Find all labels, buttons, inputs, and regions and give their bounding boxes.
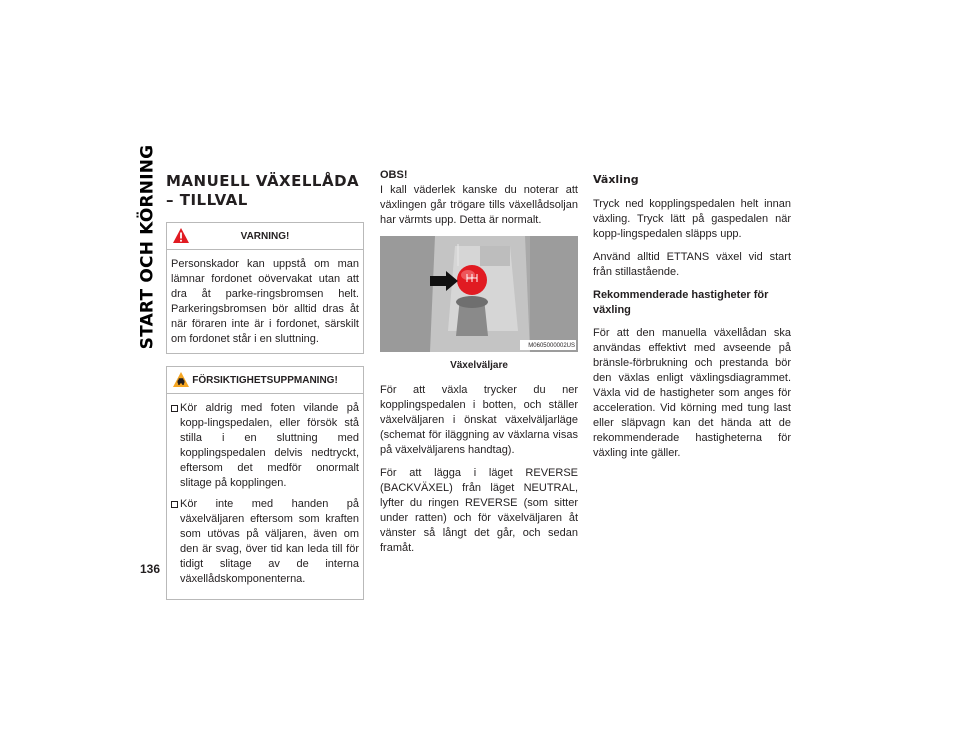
warning-header	[167, 223, 363, 250]
section-side-tab	[132, 144, 162, 350]
section-heading-shifting: Växling	[593, 173, 639, 186]
column-middle	[380, 168, 578, 564]
paragraph: För att den manuella växellådan ska användas effektivt med avseende på bränsle-förbrukning och prestanda bör den växlas enligt växlingsdiagrammet. Växla vid de hastigheter som anges för acceleration. Vid körning med tung last eller släpvagn kan det hända att de rekommenderade hastigheterna för växling inte gäller.	[593, 327, 791, 459]
caution-list-item	[171, 497, 359, 587]
paragraph: Tryck ned kopplingspedalen helt innan växling. Tryck lätt på gaspedalen när kopp-lingspedalen släpps upp.	[593, 198, 791, 240]
gear-selector-illustration	[380, 236, 578, 352]
figure-caption: Växelväljare	[450, 360, 508, 371]
column-left	[166, 168, 364, 612]
note-label: OBS!	[380, 169, 408, 181]
square-bullet-icon	[171, 405, 178, 412]
caution-heading: FÖRSIKTIGHETSUPPMANING!	[192, 374, 338, 386]
warning-triangle-icon	[172, 227, 190, 244]
gear-selector-photo	[380, 236, 578, 352]
section-heading-speeds: Rekommenderade hastigheter för växling	[593, 289, 769, 316]
caution-item-text: Kör inte med handen på växelväljaren eftersom som kraften som utövas på väljaren, även om den är svag, över tid kan leda till för tidigt slitage av de interna växellådskomponenterna.	[180, 498, 359, 585]
warning-box	[166, 222, 364, 354]
section-side-tab-label: START OCH KÖRNING	[137, 144, 157, 350]
column-right	[593, 168, 791, 469]
paragraph: Använd alltid ETTANS växel vid start från stillastående.	[593, 251, 791, 278]
paragraph: För att växla trycker du ner kopplingspedalen i botten, och ställer växelväljaren i önskat växelväljarläge (schemat för iläggning av växlarna visas på växelväljarens handtag).	[380, 384, 578, 456]
caution-header	[167, 367, 363, 394]
caution-list	[171, 401, 359, 587]
warning-text: Personskador kan uppstå om man lämnar fordonet oövervakat utan att dra åt parke-ringsbromsen helt. Parkeringsbromsen bör alltid dras åt när föraren inte är i fordonet, särskilt om fordonet står i en sluttning.	[171, 258, 359, 345]
square-bullet-icon	[171, 501, 178, 508]
caution-item-text: Kör aldrig med foten vilande på kopp-lingspedalen, eller försök stå stilla i en sluttning med kopplingspedalen delvis nedtryckt, eftersom det medför onormalt slitage på kopplingen.	[180, 402, 359, 489]
note-text: I kall väderlek kanske du noterar att växlingen går trögare tills växellådsoljan har värmts upp. Detta är normalt.	[380, 184, 578, 226]
caution-box	[166, 366, 364, 600]
page-title: MANUELL VÄXELLÅDA – TILLVAL	[166, 172, 360, 209]
paragraph: För att lägga i läget REVERSE (BACKVÄXEL) från läget NEUTRAL, lyfter du ringen REVERSE (som sitter under ratten) och för växelväljaren åt vänster så långt det går, och sedan framåt.	[380, 467, 578, 554]
caution-list-item	[171, 401, 359, 491]
caution-car-icon	[172, 371, 190, 388]
page-number: 136	[140, 562, 161, 576]
figure-code: M0605000002US	[528, 343, 575, 349]
caution-body	[167, 394, 363, 599]
warning-heading: VARNING!	[240, 230, 290, 242]
